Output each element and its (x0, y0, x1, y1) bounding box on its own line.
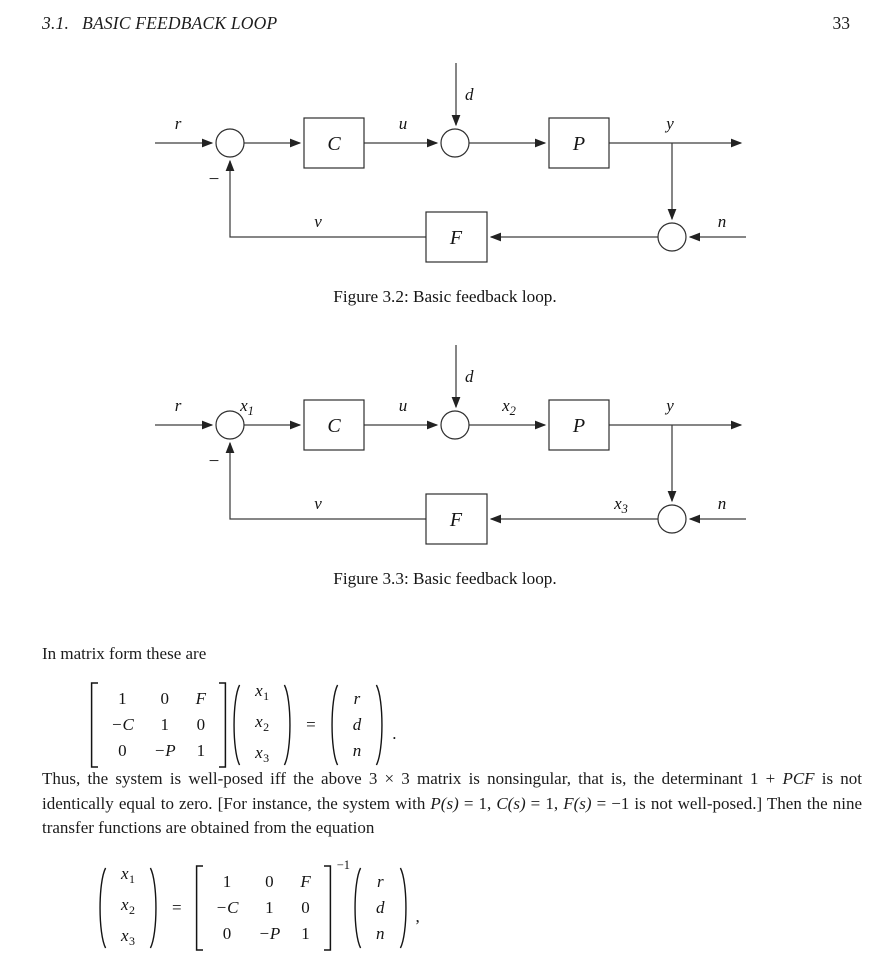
left-paren (327, 683, 339, 767)
matrix-cell: 1 (118, 688, 127, 708)
summing-junction-disturbance (441, 129, 469, 157)
matrix-cell: −C (111, 714, 134, 734)
right-paren (375, 683, 387, 767)
matrix-cell: 0 (301, 897, 310, 917)
summing-junction-noise (658, 223, 686, 251)
filter-letter: F (449, 227, 463, 249)
matrix-cell: 1 (222, 871, 232, 891)
page-number: 33 (832, 13, 850, 33)
vector-cell: $x_1$ (121, 864, 136, 886)
signal-x3-label: $x_3$ (614, 494, 628, 516)
filter-letter: F (449, 509, 463, 531)
rhs-vector (350, 866, 411, 950)
summing-junction-error (216, 411, 244, 439)
minus-sign: − (208, 169, 220, 190)
signal-r-label: r (174, 396, 182, 415)
paragraph-segment: = −1 is not well-posed.] Then the nine transfer functions are obtained from the equation (42, 793, 863, 838)
matrix-cell: 0 (222, 923, 232, 943)
vector-cell: $x_2$ (255, 712, 270, 734)
lead-text: In matrix form these are (42, 644, 207, 663)
matrix-cell: 1 (265, 897, 274, 917)
figure-3-2-caption: Figure 3.2: Basic feedback loop. (333, 287, 557, 306)
equation-terminator: , (415, 906, 420, 926)
equals-sign: = (306, 714, 316, 734)
left-bracket (88, 681, 99, 769)
summing-junction-disturbance (441, 411, 469, 439)
vector-cell: r (376, 871, 384, 891)
vector-cell: d (352, 714, 362, 734)
matrix-cell: 0 (196, 714, 206, 734)
matrix-cell: 0 (118, 740, 127, 760)
wire-feedback (230, 443, 426, 519)
matrix-cell: −C (215, 897, 239, 917)
section-number: 3.1. (42, 13, 70, 33)
paragraph-segment: = 1, (458, 793, 497, 813)
equation-inverse-form (95, 858, 420, 954)
vector-cell: $x_2$ (121, 895, 136, 917)
signal-v-label: v (314, 212, 322, 231)
controller-letter: C (327, 415, 341, 437)
matrix-cells (99, 686, 218, 764)
matrix-cell: −P (258, 923, 281, 943)
section-title: BASIC FEEDBACK LOOP (82, 13, 278, 33)
controller-letter: C (327, 133, 341, 155)
figure-3-3-caption: Figure 3.3: Basic feedback loop. (333, 569, 557, 588)
equals-sign: = (172, 897, 182, 917)
coefficient-matrix (88, 681, 229, 769)
signal-u-label: u (398, 114, 408, 133)
left-bracket (193, 864, 204, 952)
signal-x1-label: $x_1$ (240, 396, 254, 418)
vector-cell: r (353, 688, 361, 708)
math-segment: F(s) (563, 793, 592, 813)
vector-cell: $x_3$ (121, 926, 136, 948)
equation-matrix-form (88, 678, 396, 771)
plant-letter: P (572, 133, 586, 155)
body-paragraph (42, 767, 862, 841)
signal-y-label: y (666, 396, 674, 415)
signal-y-label: y (666, 114, 674, 133)
signal-x2-label: $x_2$ (502, 396, 516, 418)
math-segment: P(s) (430, 793, 459, 813)
math-segment: PCF (782, 769, 815, 788)
section-heading (42, 13, 277, 34)
page-header (42, 13, 850, 34)
rhs-vector (327, 683, 388, 767)
matrix-cell: 0 (160, 688, 169, 708)
matrix-cells (204, 869, 323, 947)
vector-cell: $x_3$ (255, 743, 270, 765)
figure-3-2 (0, 55, 890, 307)
inverse-exponent: −1 (336, 858, 351, 872)
right-paren (149, 866, 161, 950)
left-paren (95, 866, 107, 950)
right-bracket (323, 864, 334, 952)
matrix-cell: F (195, 688, 207, 708)
matrix-cell: 0 (265, 871, 274, 891)
vector-cell: n (352, 740, 362, 760)
figure-3-3 (0, 337, 890, 589)
right-bracket (218, 681, 229, 769)
signal-d-label: d (465, 85, 474, 104)
equation-terminator: . (392, 723, 397, 743)
summing-junction-noise (658, 505, 686, 533)
matrix-cell: 1 (301, 923, 310, 943)
feedback-loop-diagram-3-3 (0, 337, 890, 551)
matrix-cell: 1 (160, 714, 169, 734)
paragraph-segment: = 1, (525, 793, 564, 813)
state-vector (95, 861, 161, 954)
paragraph-segment: Thus, the system is well-posed iff the above 3 × 3 matrix is nonsingular, that is, the determinant 1 + (42, 769, 783, 788)
plant-letter: P (572, 415, 586, 437)
left-paren (350, 866, 362, 950)
feedback-loop-diagram-3-2 (0, 55, 890, 269)
vector-cell: $x_1$ (255, 681, 270, 703)
left-paren (229, 683, 241, 767)
right-paren (283, 683, 295, 767)
paragraph-segment: is not identically equal to zero. [For instance, the system with (42, 769, 862, 813)
summing-junction-error (216, 129, 244, 157)
right-paren (399, 866, 411, 950)
signal-d-label: d (465, 367, 474, 386)
vector-cell: n (376, 923, 385, 943)
signal-v-label: v (314, 494, 322, 513)
state-vector (229, 678, 295, 771)
minus-sign: − (208, 451, 220, 472)
signal-n-label: n (717, 494, 727, 513)
signal-r-label: r (174, 114, 182, 133)
matrix-cell: F (300, 871, 311, 891)
matrix-cell: −P (153, 740, 176, 760)
vector-cell: d (376, 897, 385, 917)
signal-u-label: u (398, 396, 408, 415)
matrix-cell: 1 (196, 740, 206, 760)
wire-feedback (230, 161, 426, 237)
signal-n-label: n (717, 212, 727, 231)
math-segment: C(s) (496, 793, 526, 813)
coefficient-matrix (193, 864, 334, 952)
